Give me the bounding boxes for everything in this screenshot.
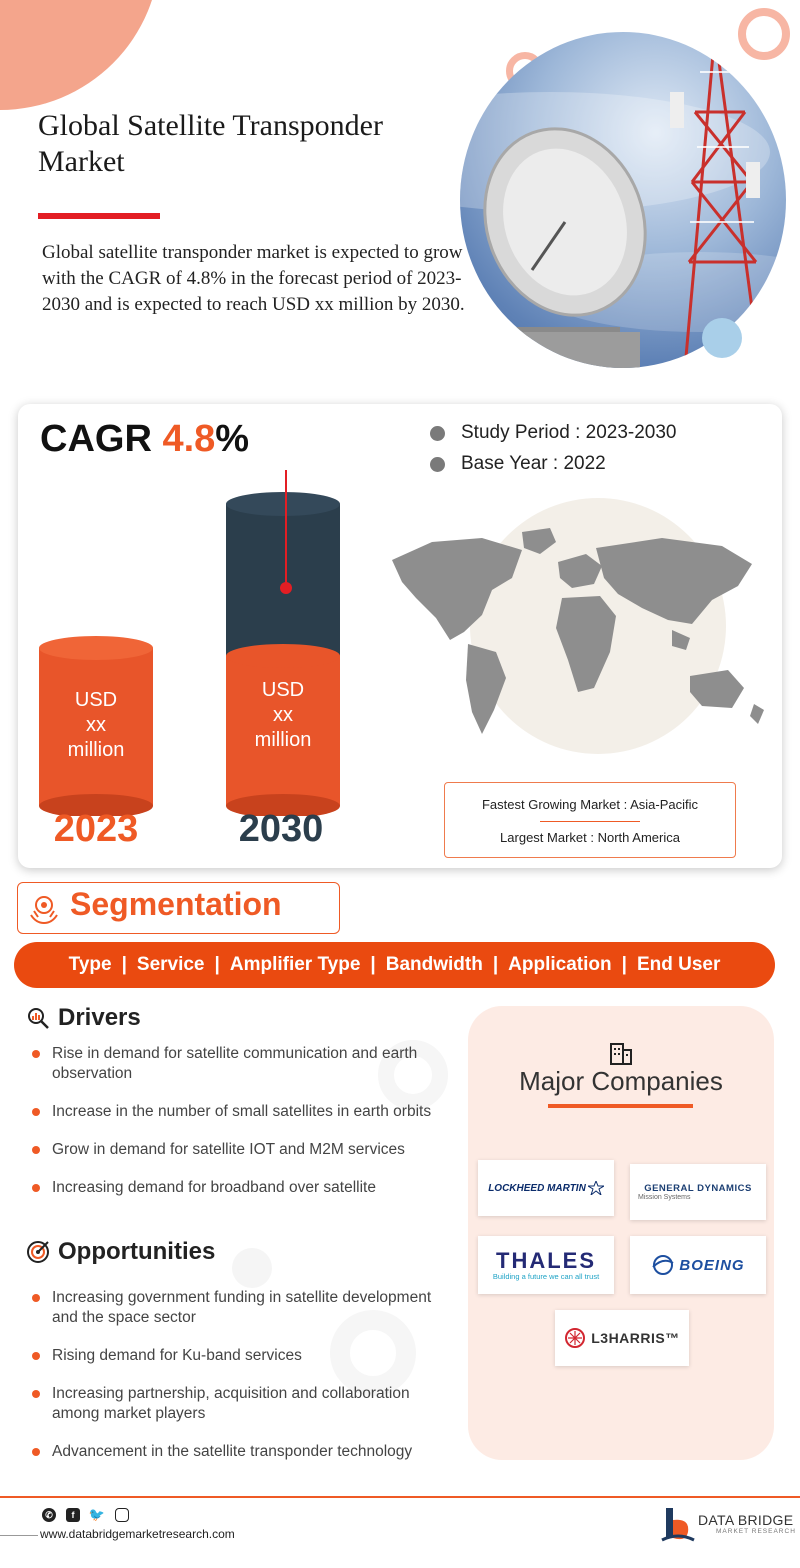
opportunities-title: Opportunities <box>58 1238 216 1265</box>
segment-separator: | <box>214 954 220 975</box>
segmentation-icon <box>28 893 60 925</box>
bar-label-line: USD <box>261 679 305 701</box>
star-icon <box>588 1181 604 1195</box>
segment-service[interactable]: Service <box>136 954 205 975</box>
study-period-row <box>430 422 677 444</box>
boeing-name: BOEING <box>679 1256 745 1274</box>
companies-title: Major Companies <box>519 1066 723 1096</box>
data-bridge-logo-icon <box>660 1506 696 1546</box>
l3harris-symbol-icon <box>564 1327 586 1349</box>
segment-amplifier-type[interactable]: Amplifier Type <box>229 954 361 975</box>
page-title: Global Satellite Transponder Market <box>38 109 383 178</box>
base-year: Base Year : 2022 <box>461 453 606 474</box>
twitter-icon[interactable]: 🐦 <box>88 1507 106 1522</box>
footer-divider <box>0 1496 800 1498</box>
cagr-unit: % <box>215 418 250 460</box>
drivers-title: Drivers <box>58 1004 141 1031</box>
cagr-value: 4.8 <box>162 418 216 460</box>
bar-label-line: USD <box>74 689 118 711</box>
whatsapp-icon[interactable]: ✆ <box>42 1508 56 1522</box>
title-underline <box>38 213 160 219</box>
general-dynamics-sub: Mission Systems <box>638 1194 691 1201</box>
boeing-symbol-icon <box>651 1253 675 1277</box>
market-info-box <box>444 782 736 858</box>
segmentation-title: Segmentation <box>70 886 282 922</box>
fastest-growing-market: Fastest Growing Market : Asia-Pacific <box>481 797 698 812</box>
l3harris-name: L3HARRIS™ <box>591 1330 680 1346</box>
decorative-blob <box>0 0 160 110</box>
bullet-dot <box>430 426 445 441</box>
bullet-dot <box>430 457 445 472</box>
largest-market: Largest Market : North America <box>500 830 680 845</box>
cagr-cylinder-chart <box>30 466 360 816</box>
drivers-heading <box>26 1004 141 1032</box>
bar-2030 <box>226 492 340 816</box>
list-item: Increasing government funding in satellite development and the space sector <box>30 1288 450 1328</box>
bar-label-line: million <box>254 729 312 751</box>
brand-name: DATA BRIDGE <box>698 1512 794 1528</box>
year-label-2030: 2030 <box>238 808 324 850</box>
opportunities-list <box>30 1288 450 1480</box>
segment-separator: | <box>121 954 127 975</box>
segment-bandwidth[interactable]: Bandwidth <box>385 954 483 975</box>
bar-label-2023 <box>39 688 153 763</box>
list-item: Advancement in the satellite transponder technology <box>30 1442 450 1462</box>
segment-separator: | <box>370 954 376 975</box>
brand-subtitle: MARKET RESEARCH <box>716 1528 796 1535</box>
instagram-icon[interactable] <box>115 1508 129 1522</box>
study-period: Study Period : 2023-2030 <box>461 422 677 443</box>
drivers-list <box>30 1044 450 1216</box>
boeing-logo <box>630 1236 766 1294</box>
general-dynamics-name: GENERAL DYNAMICS <box>644 1183 752 1194</box>
bar-label-2030 <box>226 678 340 753</box>
segment-end-user[interactable]: End User <box>636 954 721 975</box>
list-item: Rising demand for Ku-band services <box>30 1346 450 1366</box>
magnifier-chart-icon <box>26 1006 50 1030</box>
decorative-dot <box>702 318 742 358</box>
info-divider <box>540 821 640 822</box>
cagr-heading <box>40 418 249 461</box>
world-map <box>372 520 772 760</box>
list-item: Grow in demand for satellite IOT and M2M services <box>30 1140 450 1160</box>
base-year-row <box>430 453 606 475</box>
thales-logo <box>478 1236 614 1294</box>
target-icon <box>26 1240 50 1264</box>
building-icon <box>608 1040 634 1066</box>
bar-label-line: million <box>67 739 125 761</box>
l3harris-logo <box>555 1310 689 1366</box>
lockheed-martin-name: LOCKHEED MARTIN <box>488 1182 586 1194</box>
list-item: Increase in the number of small satellites in earth orbits <box>30 1102 450 1122</box>
segment-separator: | <box>621 954 627 975</box>
companies-underline <box>548 1104 693 1108</box>
footer-rule <box>0 1535 38 1536</box>
segment-separator: | <box>492 954 499 975</box>
cagr-label: CAGR <box>40 418 152 460</box>
bar-label-line: xx <box>86 714 106 736</box>
intro-text: Global satellite transponder market is expected to grow with the CAGR of 4.8% in the forecast period of 2023-2030 and is expected to reach USD xx million by 2030. <box>42 242 465 315</box>
list-item: Increasing demand for broadband over satellite <box>30 1178 450 1198</box>
thales-name: THALES <box>496 1247 596 1273</box>
growth-pointer-dot <box>280 582 292 594</box>
decorative-dot <box>232 1248 272 1288</box>
year-label-2023: 2023 <box>53 808 139 850</box>
segmentation-bar <box>14 942 775 988</box>
general-dynamics-logo <box>630 1164 766 1220</box>
opportunities-heading <box>26 1238 215 1266</box>
thales-tagline: Building a future we can all trust <box>492 1271 600 1281</box>
decorative-ring <box>738 8 790 60</box>
facebook-icon[interactable]: f <box>66 1508 80 1522</box>
lockheed-martin-logo <box>478 1160 614 1216</box>
website-link[interactable]: www.databridgemarketresearch.com <box>40 1527 235 1541</box>
satellite-dish-image <box>460 32 786 368</box>
segment-type[interactable]: Type <box>68 954 112 975</box>
list-item: Rise in demand for satellite communication and earth observation <box>30 1044 450 1084</box>
bar-label-line: xx <box>273 704 293 726</box>
list-item: Increasing partnership, acquisition and collaboration among market players <box>30 1384 450 1424</box>
segment-application[interactable]: Application <box>508 954 612 975</box>
